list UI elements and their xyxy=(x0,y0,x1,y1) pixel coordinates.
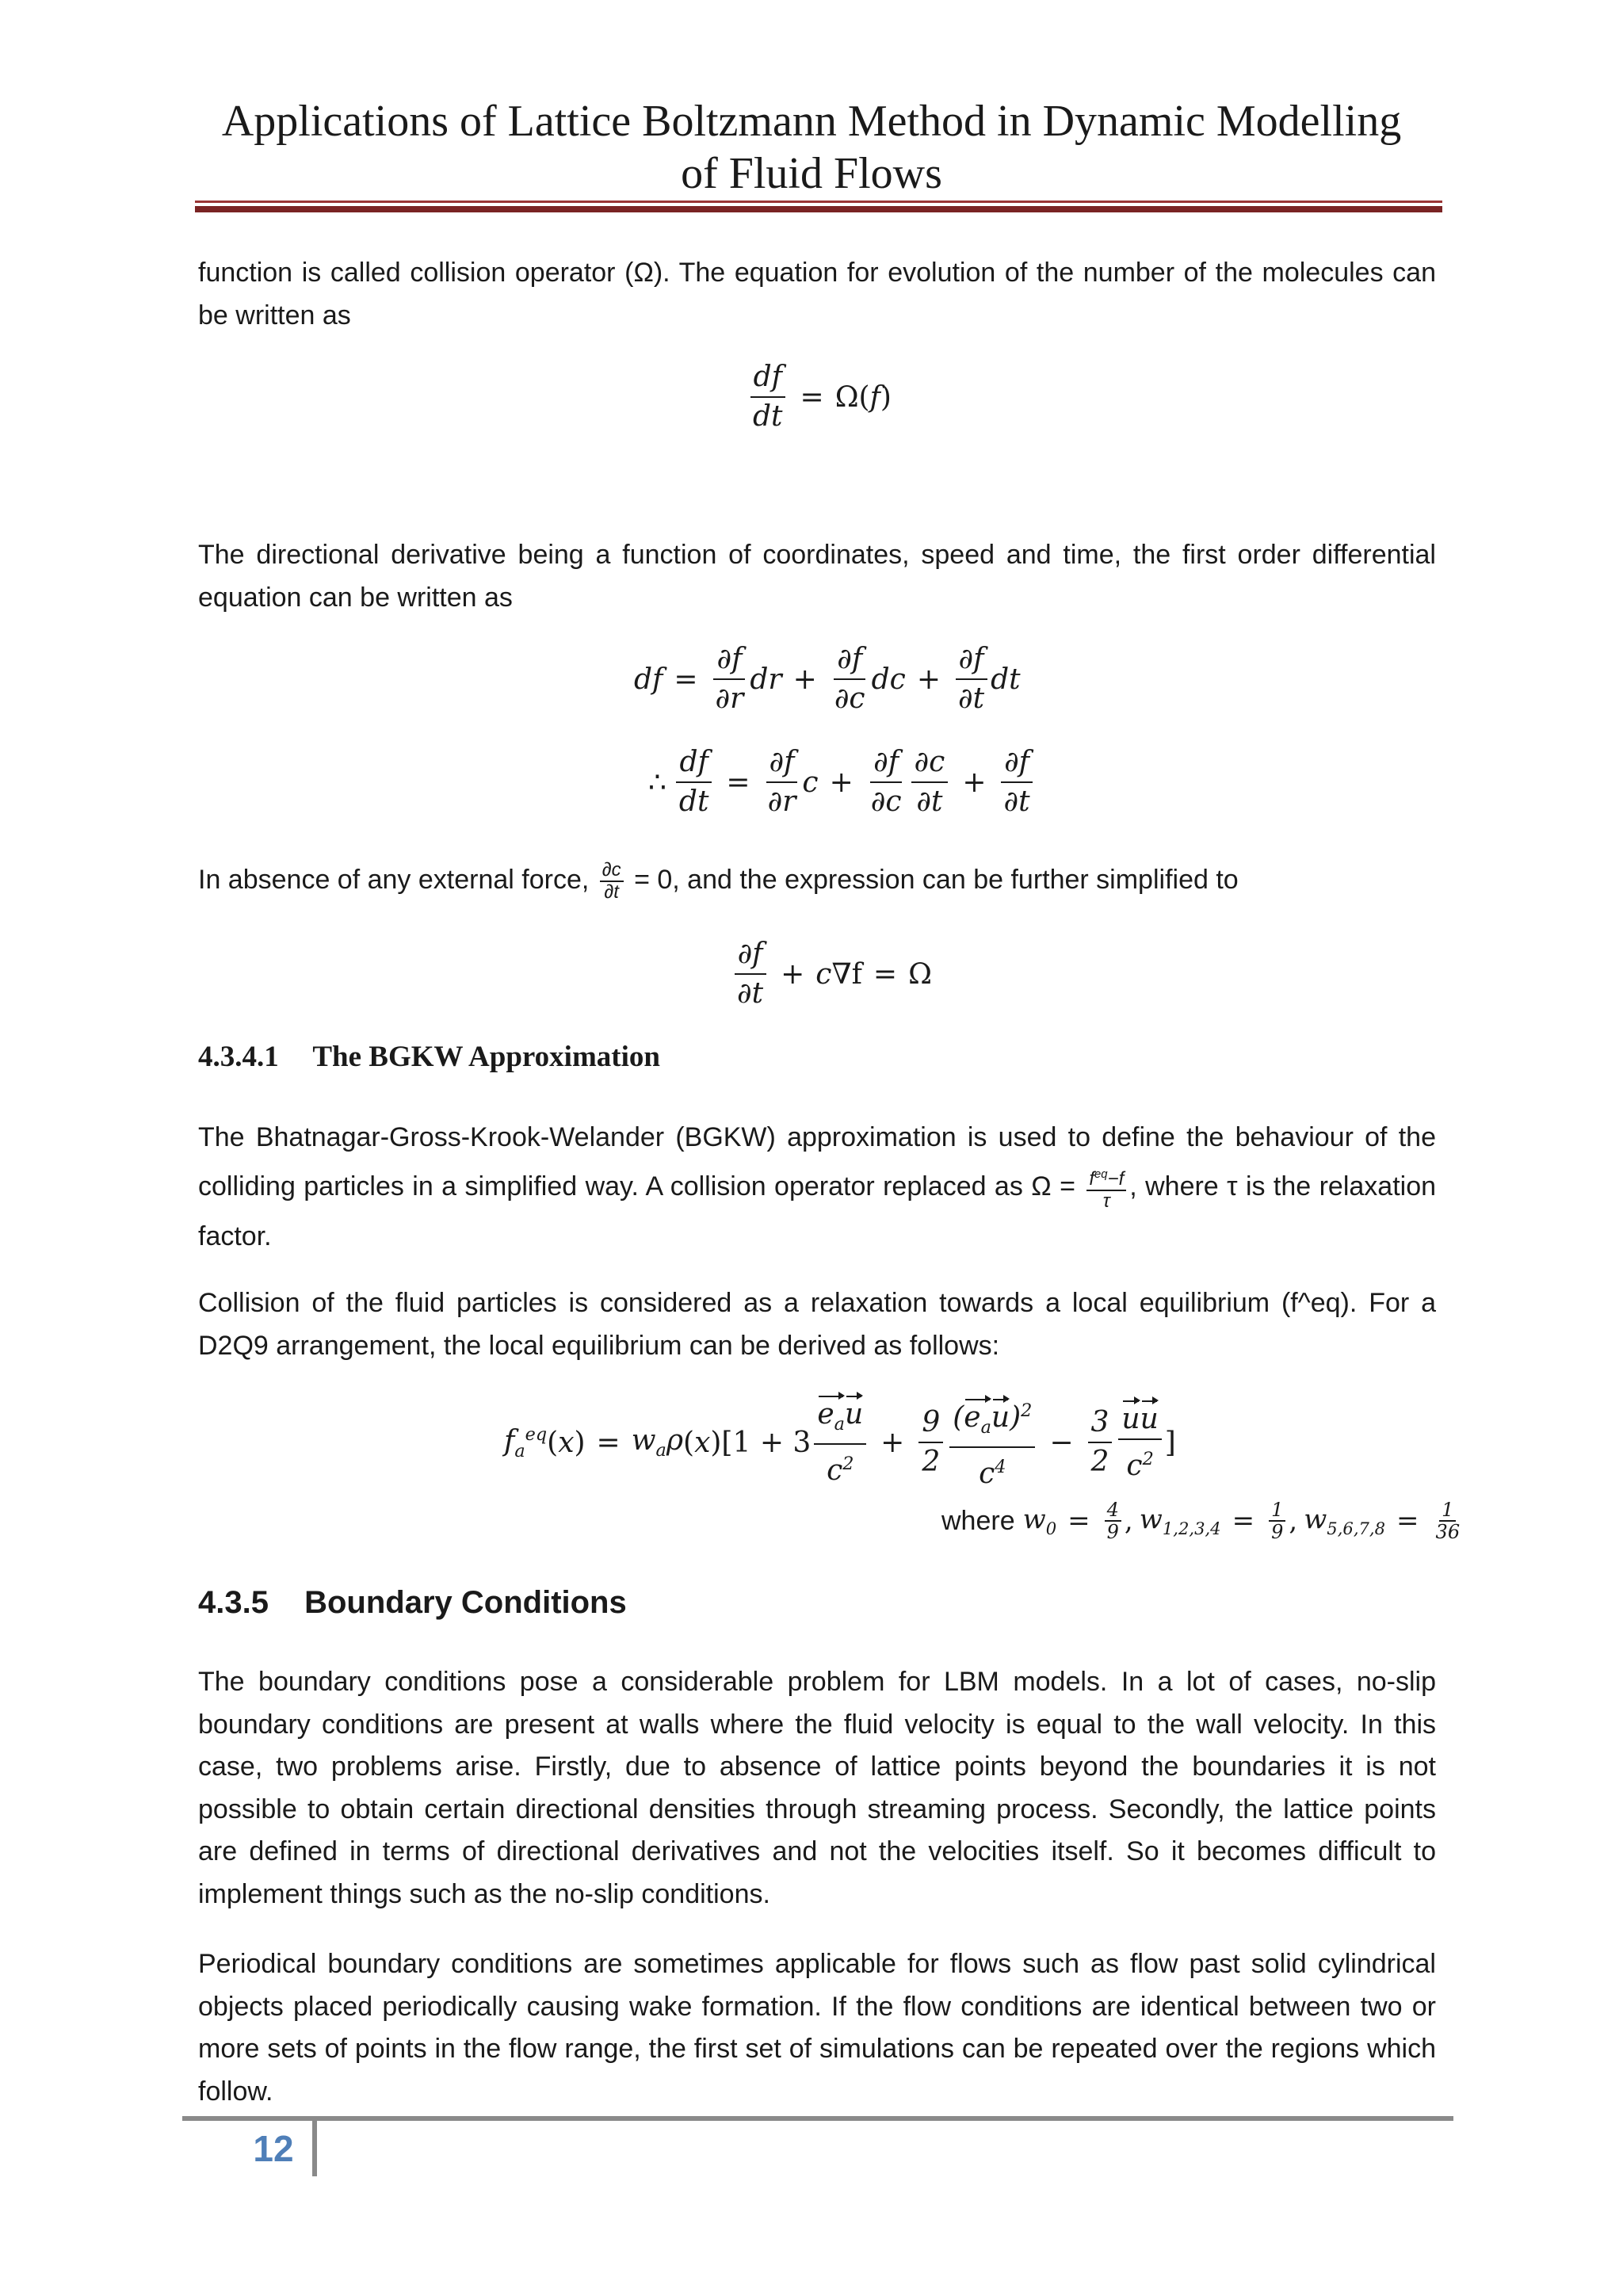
section-title: Boundary Conditions xyxy=(304,1585,627,1620)
paragraph-text-after: = 0, and the expression can be further simplified to xyxy=(634,865,1239,895)
paragraph-external-force xyxy=(198,859,1436,903)
paragraph-local-equilibrium xyxy=(198,1282,1436,1367)
equation-equilibrium-distribution: $f_a^{eq}$ (x) = $w_a\rho$ (x)[1 + 3 $\frac{e_au}{c^2}$ + $\frac{9}{2}$ $\frac{(e_au)^2}{c^4}$ − $\frac{3}{2}$ $\frac{uu}{c^2}$ ] xyxy=(504,1395,1176,1490)
paragraph-text: The directional derivative being a function of coordinates, speed and time, the first order differential equation can be written as xyxy=(198,540,1436,613)
paragraph-text-after: , where τ is the relaxation factor. xyxy=(198,1171,1437,1252)
equation-weights: where $w_0$ = $\frac{4}{9}$ , $w_{1,2,3,4}$ = $\frac{1}{9}$ , $w_{5,6,7,8}$ = $\frac{1}{36}$ xyxy=(941,1499,1461,1543)
equation-total-differential: df = $\frac{\partial f}{\partial r}$ dr + $\frac{\partial f}{\partial c}$ dc + $\frac{\partial f}{\partial t}$ dt xyxy=(634,643,1021,715)
header-title-line2: of Fluid Flows xyxy=(681,149,942,198)
footer-rule xyxy=(182,2116,1453,2121)
page-number: 12 xyxy=(253,2128,294,2169)
paragraph-text: function is called collision operator (Ω). The equation for evolution of the number of the molecules can be written as xyxy=(198,258,1436,330)
equation-df-dt: $\frac{df}{dt}$ = Ω(f) xyxy=(747,361,892,433)
paragraph-text-before: In absence of any external force, xyxy=(198,865,590,895)
header-title-line1: Applications of Lattice Boltzmann Method in Dynamic Modelling xyxy=(221,97,1402,146)
section-number: 4.3.5 xyxy=(198,1585,269,1620)
equation-df-dt-expanded: ∴ $\frac{df}{dt}$ = $\frac{\partial f}{\partial r}$ c + $\frac{\partial f}{\partial c}$ $\frac{\partial c}{\partial t}$ + $\frac{\partial f}{\partial t}$ xyxy=(648,747,1037,818)
section-heading-4341 xyxy=(198,1040,660,1074)
paragraph-collision-operator xyxy=(198,252,1436,337)
paragraph-text: The boundary conditions pose a considerable problem for LBM models. In a lot of cases, no-slip boundary conditions are present at walls where the fluid velocity is equal to the wall velocity. In this case, two problems arise. Firstly, due to absence of lattice points beyond the boundaries it is not possible to obtain certain directional densities through streaming process. Secondly, the lattice points are defined in terms of directional derivatives and not the velocities itself. So it becomes difficult to implement things such as the no-slip conditions. xyxy=(198,1667,1436,1909)
paragraph-bgkw xyxy=(198,1113,1436,1261)
footer-vertical-bar xyxy=(312,2121,317,2176)
paragraph-periodic-boundary xyxy=(198,1943,1436,2113)
paragraph-text: Periodical boundary conditions are sometimes applicable for flows such as flow past solid cylindrical objects placed periodically causing wake formation. If the flow conditions are identical between two or more sets of points in the flow range, the first set of simulations can be repeated over the regions which follow. xyxy=(198,1949,1436,2107)
paragraph-boundary-problem xyxy=(198,1661,1436,1916)
section-number: 4.3.4.1 xyxy=(198,1041,279,1073)
paragraph-text: Collision of the fluid particles is considered as a relaxation towards a local equilibrium (f^eq). For a D2Q9 arrangement, the local equilibrium can be derived as follows: xyxy=(198,1288,1436,1361)
header-rule-thick xyxy=(195,206,1442,212)
section-title: The BGKW Approximation xyxy=(312,1041,660,1073)
paragraph-text-before: The Bhatnagar-Gross-Krook-Welander (BGKW) approximation is used to define the behaviour of the colliding particles in a simplified way. A collision operator replaced as Ω = xyxy=(198,1122,1436,1201)
weights-label: where xyxy=(941,1505,1015,1536)
header-rule-thin xyxy=(195,201,1442,203)
running-header xyxy=(182,95,1441,200)
paragraph-directional-derivative xyxy=(198,534,1436,619)
section-heading-435 xyxy=(198,1585,627,1621)
equation-boltzmann-simplified: $\frac{\partial f}{\partial t}$ + c ∇f = Ω xyxy=(731,938,932,1010)
inline-fraction-dc-dt: $\frac{\partial c}{\partial t}$ xyxy=(600,860,624,903)
inline-fraction-collision: $\frac{f^{eq}-f}{\tau}$ xyxy=(1086,1164,1126,1212)
